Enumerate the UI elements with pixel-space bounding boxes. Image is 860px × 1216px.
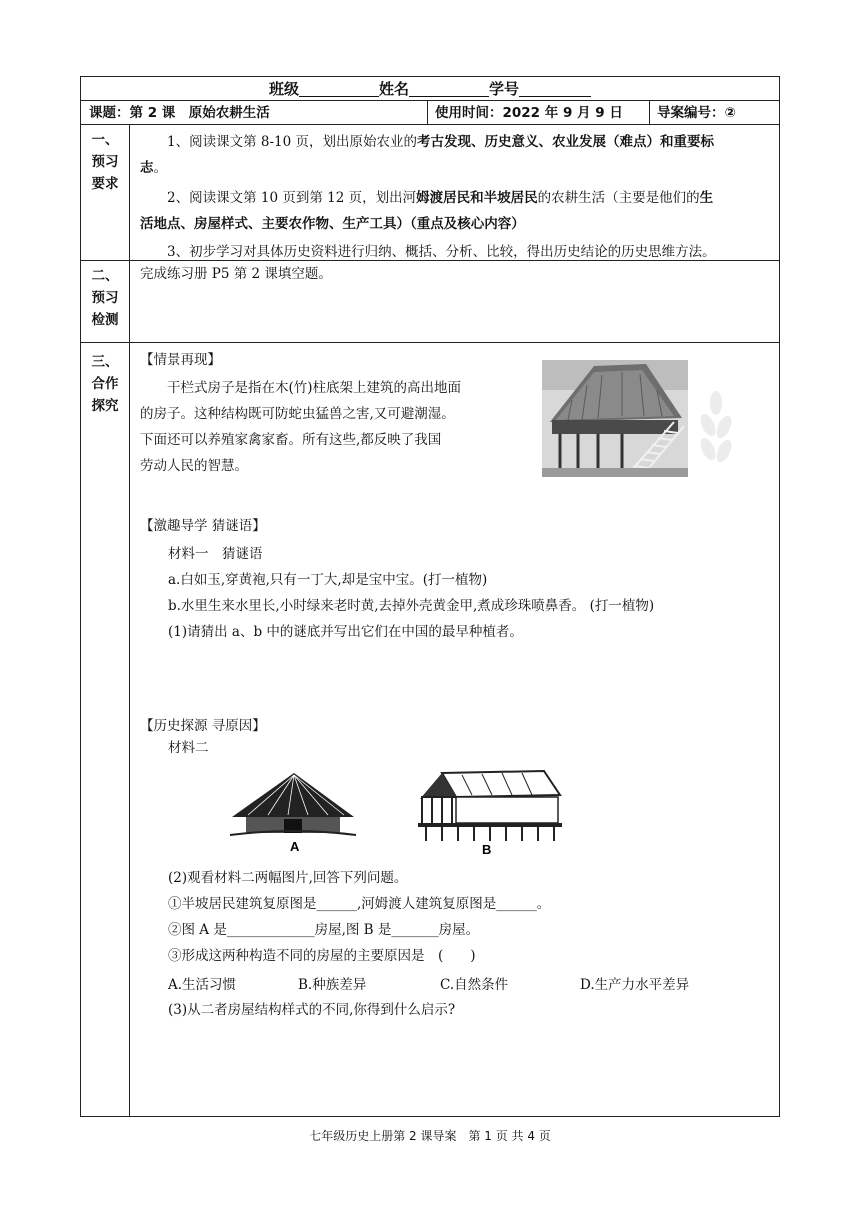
scene-line-2: 的房子。这种结构既可防蛇虫猛兽之害,又可避潮湿。 bbox=[140, 406, 455, 422]
page-footer: 七年级历史上册第 2 课导案 第 1 页 共 4 页 bbox=[309, 1129, 551, 1143]
requirement-3: 3、初步学习对具体历史资料进行归纳、概括、分析、比较，得出历史结论的历史思维方法。 bbox=[167, 244, 716, 260]
section3-label: 三、 合作 探究 bbox=[91, 354, 119, 414]
question-2-2: ②图 A 是_____________房屋,图 B 是_______房屋。 bbox=[168, 922, 480, 938]
requirement-1: 1、阅读课文第 8-10 页，划出原始农业的考古发现、历史意义、农业发展（难点）和重要标 bbox=[167, 134, 715, 150]
option-c[interactable]: C.自然条件 bbox=[440, 977, 509, 993]
option-d[interactable]: D.生产力水平差异 bbox=[580, 977, 690, 993]
worksheet-table bbox=[80, 76, 780, 1117]
material2-label: 材料二 bbox=[168, 740, 209, 756]
topic-row bbox=[81, 101, 779, 125]
section1-content bbox=[129, 125, 779, 261]
leaf-watermark bbox=[696, 383, 736, 483]
hut-a-drawing bbox=[228, 769, 358, 853]
name-blank[interactable] bbox=[409, 82, 489, 97]
class-label: 班级 bbox=[268, 80, 299, 98]
use-time: 使用时间：2022 年 9 月 9 日 bbox=[435, 105, 623, 121]
question-3: (3)从二者房屋结构样式的不同,你得到什么启示? bbox=[168, 1002, 456, 1018]
topic-title: 课题：第 2 课 原始农耕生活 bbox=[89, 105, 270, 121]
preview-check-text: 完成练习册 P5 第 2 课填空题。 bbox=[140, 266, 332, 282]
section2-content bbox=[129, 261, 779, 343]
scene-line-1: 干栏式房子是指在木(竹)柱底架上建筑的高出地面 bbox=[167, 380, 462, 396]
requirement-2-cont: 活地点、房屋样式、主要农作物、生产工具）（重点及核心内容） bbox=[140, 216, 525, 232]
riddle-b: b.水里生来水里长,小时绿来老时黄,去掉外壳黄金甲,煮成珍珠喷鼻香。 (打一植物) bbox=[168, 598, 655, 614]
question-1: (1)请猜出 a、b 中的谜底并写出它们在中国的最早种植者。 bbox=[168, 624, 523, 640]
class-blank[interactable] bbox=[299, 82, 379, 97]
stilt-house-b-drawing bbox=[412, 767, 566, 855]
id-blank[interactable] bbox=[519, 82, 591, 97]
option-a[interactable]: A.生活习惯 bbox=[168, 977, 237, 993]
material1-label: 材料一 猜谜语 bbox=[168, 546, 263, 562]
id-label: 学号 bbox=[489, 80, 520, 98]
riddle-a: a.白如玉,穿黄袍,只有一丁大,却是宝中宝。(打一植物) bbox=[168, 572, 488, 588]
question-2-3: ③形成这两种构造不同的房屋的主要原因是 ( ) bbox=[168, 948, 476, 964]
student-info-row bbox=[81, 77, 779, 101]
section3-content bbox=[129, 343, 779, 1116]
plan-number: 导案编号：② bbox=[657, 105, 736, 121]
section2-label: 二、 预习 检测 bbox=[91, 268, 119, 328]
scene-line-3: 下面还可以养殖家禽家畜。所有这些,都反映了我国 bbox=[140, 432, 442, 448]
scene-line-4: 劳动人民的智慧。 bbox=[140, 458, 248, 474]
cooperative-inquiry-row bbox=[81, 343, 779, 1116]
label-b: B bbox=[482, 842, 492, 855]
requirement-2: 2、阅读课文第 10 页到第 12 页，划出河姆渡居民和半坡居民的农耕生活（主要是他们的生 bbox=[167, 190, 714, 206]
preview-check-row bbox=[81, 261, 779, 343]
option-b[interactable]: B.种族差异 bbox=[298, 977, 367, 993]
preview-requirements-row bbox=[81, 125, 779, 261]
section1-label: 一、 预习 要求 bbox=[91, 132, 119, 192]
stilt-house-photo bbox=[542, 360, 688, 477]
requirement-1-cont: 志。 bbox=[140, 160, 167, 176]
history-title: 【历史探源 寻原因】 bbox=[140, 718, 266, 734]
label-a: A bbox=[290, 839, 300, 853]
question-2-1: ①半坡居民建筑复原图是______,河姆渡人建筑复原图是______。 bbox=[168, 896, 551, 912]
riddle-title: 【激趣导学 猜谜语】 bbox=[140, 518, 266, 534]
scene-title: 【情景再现】 bbox=[140, 352, 221, 368]
question-2: (2)观看材料二两幅图片,回答下列问题。 bbox=[168, 870, 408, 886]
name-label: 姓名 bbox=[378, 80, 409, 98]
answer-options bbox=[140, 969, 760, 995]
